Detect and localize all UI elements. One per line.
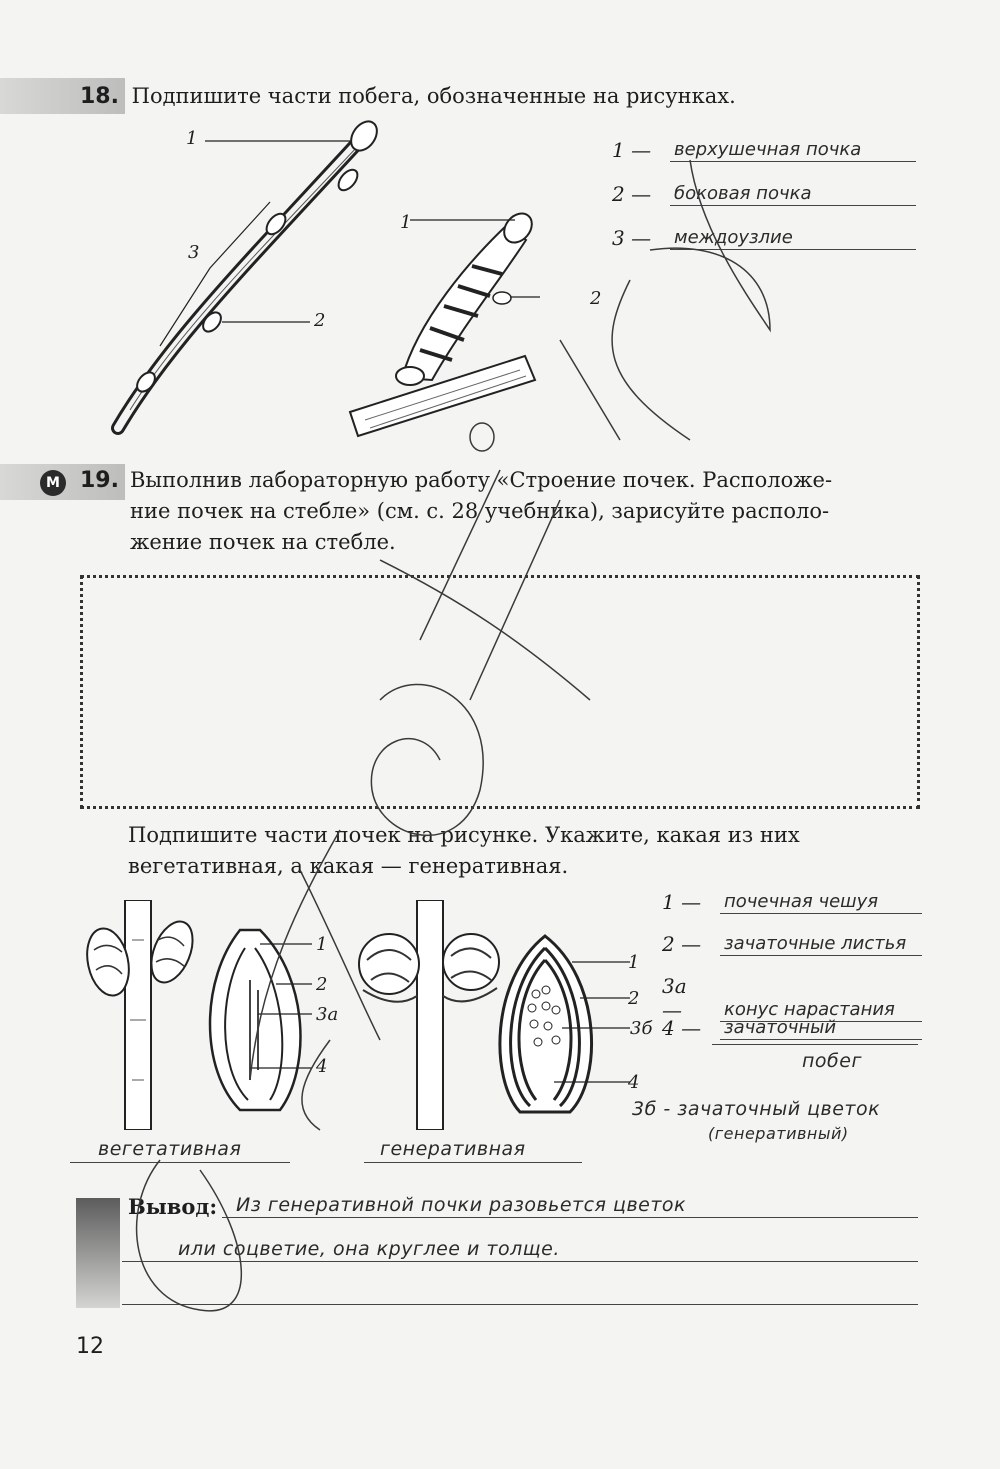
answer-key: 4 — xyxy=(662,1016,702,1040)
task18-number: 18. xyxy=(80,84,119,109)
shoot-label-1: 1 xyxy=(400,212,412,233)
twig-label-2: 2 xyxy=(314,310,326,331)
conclusion-line-2[interactable]: или соцветие, она круглее и толще. xyxy=(178,1238,560,1260)
answer-3b-note: (генеративный) xyxy=(708,1124,849,1143)
task19-text xyxy=(130,465,930,558)
generative-caption[interactable]: генеративная xyxy=(380,1138,526,1160)
answer-3b: 3б - зачаточный цветок xyxy=(632,1098,881,1120)
gen-label-3b: 3б xyxy=(630,1018,653,1039)
task19-subtask-text xyxy=(128,820,928,882)
task18-answer-3[interactable] xyxy=(612,226,916,250)
answer-value[interactable]: боковая почка xyxy=(670,183,916,206)
conclusion-underline-1 xyxy=(222,1217,918,1218)
task18-answer-2[interactable] xyxy=(612,182,916,206)
veg-label-3a: 3а xyxy=(316,1004,339,1025)
twig-label-3: 3 xyxy=(188,242,200,263)
generative-bud-illustration xyxy=(355,900,505,1130)
task19-line: жение почек на стебле. xyxy=(130,530,396,554)
drawing-area[interactable] xyxy=(80,575,920,809)
vegetative-caption[interactable]: вегетативная xyxy=(98,1138,242,1160)
conclusion-band xyxy=(76,1198,120,1308)
subtask-line: Подпишите части почек на рисунке. Укажите, какая из них xyxy=(128,823,800,847)
badge-letter: М xyxy=(46,475,60,491)
answer-value[interactable]: зачаточный xyxy=(720,1017,922,1040)
task19-answer-4[interactable] xyxy=(662,1016,922,1040)
answer-key: 2 — xyxy=(612,182,652,206)
answer-value[interactable]: междоузлие xyxy=(670,227,916,250)
answer-key: 3 — xyxy=(612,226,652,250)
task18-heading xyxy=(80,81,736,112)
veg-label-1: 1 xyxy=(316,934,328,955)
page-number: 12 xyxy=(76,1334,104,1359)
answer-key: 1 — xyxy=(612,138,652,162)
answer-value[interactable]: зачаточные листья xyxy=(720,933,922,956)
answer-value[interactable]: почечная чешуя xyxy=(720,891,922,914)
gen-label-1: 1 xyxy=(628,952,640,973)
answer-key: 2 — xyxy=(662,932,702,956)
answer-value[interactable]: конус нарастания xyxy=(720,999,922,1022)
generative-caption-line xyxy=(364,1162,582,1163)
vegetative-caption-line xyxy=(70,1162,290,1163)
task19-answer-3a[interactable] xyxy=(662,974,922,1022)
answer-4-underline xyxy=(712,1044,918,1045)
answer-4-continuation: побег xyxy=(802,1050,862,1072)
conclusion-line-1[interactable]: Из генеративной почки разовьется цветок xyxy=(236,1194,687,1216)
task19-line: Выполнив лабораторную работу «Строение почек. Расположе- xyxy=(130,468,833,492)
veg-label-2: 2 xyxy=(316,974,328,995)
task19-answer-2[interactable] xyxy=(662,932,922,956)
conclusion-label: Вывод: xyxy=(128,1194,218,1219)
answer-key: 1 — xyxy=(662,890,702,914)
subtask-line: вегетативная, а какая — генеративная. xyxy=(128,854,569,878)
task19-line: ние почек на стебле» (см. с. 28 учебника), зарисуйте располо- xyxy=(130,499,830,523)
answer-value[interactable]: верхушечная почка xyxy=(670,139,916,162)
task18-answer-1[interactable] xyxy=(612,138,916,162)
conclusion-underline-3 xyxy=(122,1304,918,1305)
task19-badge xyxy=(40,470,66,496)
answer-key: 3а — xyxy=(662,974,687,1022)
veg-label-4: 4 xyxy=(316,1056,328,1077)
twig-illustration xyxy=(100,110,380,440)
shoot-illustration xyxy=(340,200,540,440)
shoot-label-2: 2 xyxy=(590,288,602,309)
gen-label-4: 4 xyxy=(628,1072,640,1093)
conclusion-underline-2 xyxy=(122,1261,918,1262)
task19-answer-1[interactable] xyxy=(662,890,922,914)
task18-text: Подпишите части побега, обозначенные на рисунках. xyxy=(131,84,736,108)
vegetative-bud-illustration xyxy=(80,900,220,1130)
twig-label-1: 1 xyxy=(186,128,198,149)
gen-label-2: 2 xyxy=(628,988,640,1009)
task19-number: 19. xyxy=(80,468,119,493)
